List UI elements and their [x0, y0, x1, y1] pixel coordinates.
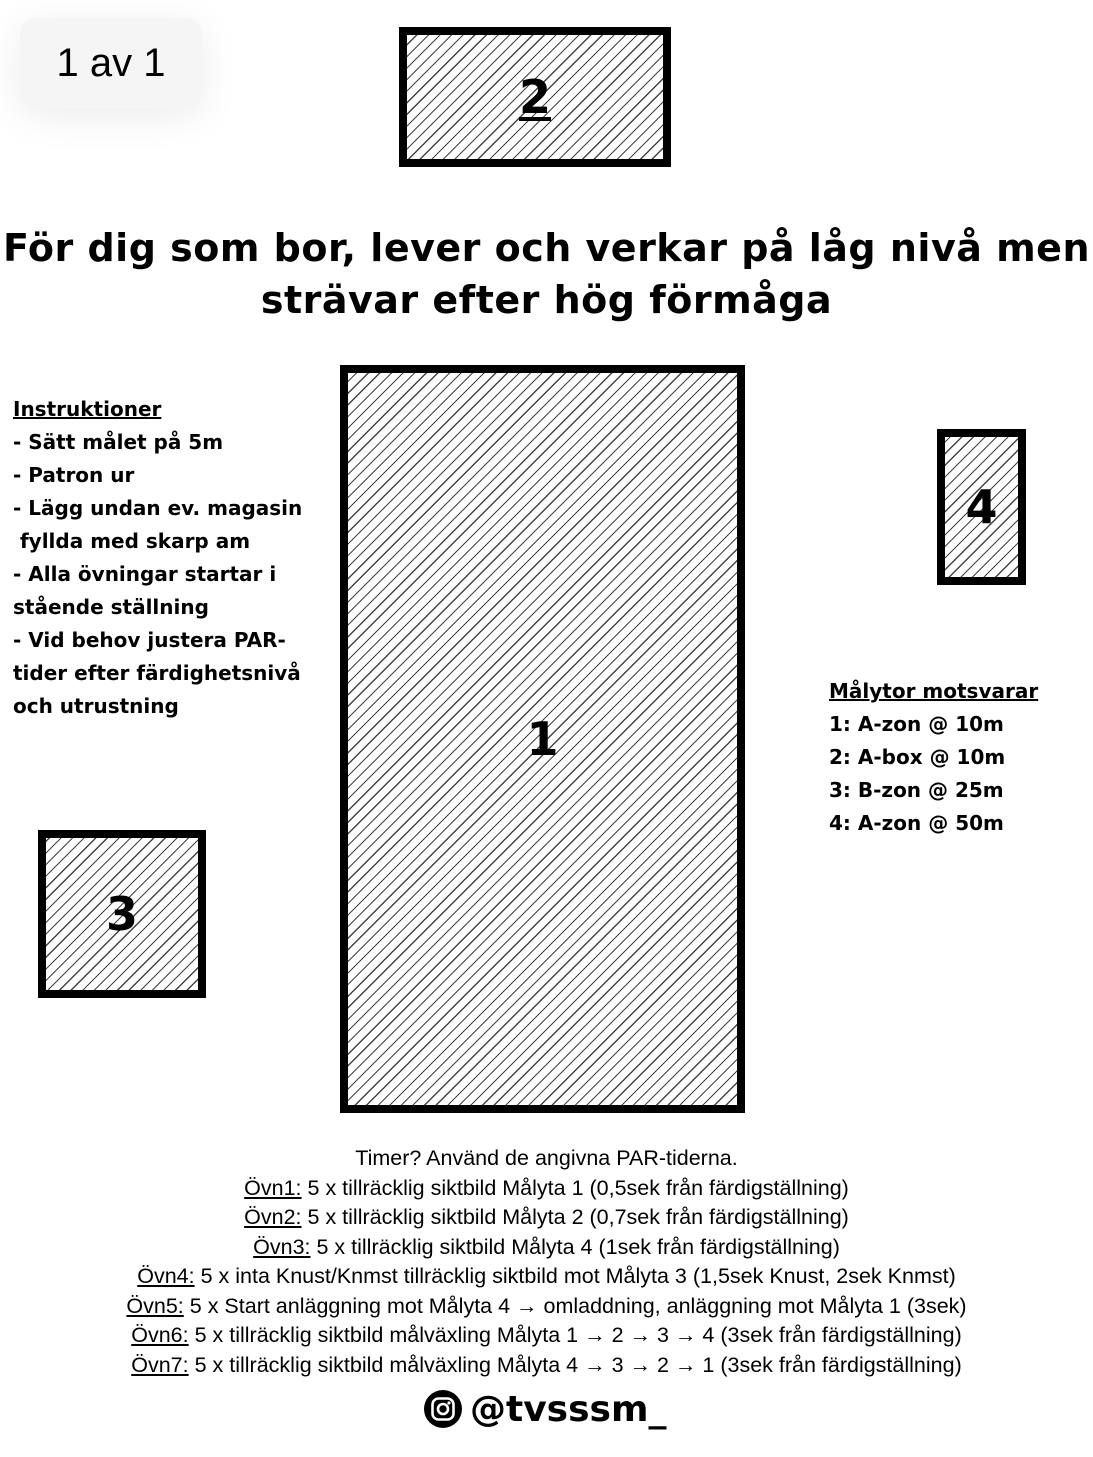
legend-title: Målytor motsvarar	[829, 679, 1039, 703]
exercise-row	[0, 1233, 1093, 1263]
legend-item: 4: A-zon @ 50m	[829, 811, 1004, 835]
exercise-row	[0, 1292, 1093, 1322]
exercise-row	[0, 1262, 1093, 1292]
instagram-icon	[424, 1390, 462, 1428]
instruction-line: tider efter färdighetsnivå	[13, 661, 301, 685]
target-area-1	[340, 365, 745, 1113]
legend-item: 3: B-zon @ 25m	[829, 778, 1004, 802]
exercise-label: Övn4:	[137, 1264, 195, 1288]
instruction-line: - Sätt målet på 5m	[13, 430, 224, 454]
exercise-text: 5 x tillräcklig siktbild Målyta 1 (0,5sek från färdigställning)	[301, 1175, 849, 1200]
target-label-4: 4	[965, 480, 998, 534]
instruction-line: - Vid behov justera PAR-	[13, 628, 286, 652]
exercise-label: Övn5:	[126, 1293, 184, 1318]
legend-item: 2: A-box @ 10m	[829, 745, 1006, 769]
headline-line-1: För dig som bor, lever och verkar på låg nivå men	[2, 226, 1091, 270]
exercise-text: 5 x tillräcklig siktbild målväxling Målyta 4 → 3 → 2 → 1 (3sek från färdigställning)	[188, 1352, 962, 1377]
instruction-line: - Alla övningar startar i	[13, 562, 277, 586]
instruction-line: och utrustning	[13, 694, 179, 718]
target-label-3: 3	[105, 887, 138, 941]
timer-note: Timer? Använd de angivna PAR-tiderna.	[355, 1146, 738, 1170]
target-label-1: 1	[526, 712, 559, 766]
instructions-title: Instruktioner	[13, 397, 162, 421]
instruction-line: - Patron ur	[13, 463, 135, 487]
target-label-2: 2	[518, 70, 551, 124]
exercise-text: 5 x tillräcklig siktbild Målyta 2 (0,7sek från färdigställning)	[301, 1205, 849, 1229]
headline	[0, 222, 1093, 326]
exercise-row	[0, 1351, 1093, 1381]
exercise-row	[0, 1203, 1093, 1233]
instructions-block	[13, 393, 313, 723]
exercise-text: 5 x tillräcklig siktbild Målyta 4 (1sek från färdigställning)	[310, 1234, 840, 1259]
social-handle[interactable]	[424, 1384, 666, 1434]
exercise-label: Övn7:	[131, 1352, 189, 1377]
target-area-3	[38, 830, 206, 998]
exercise-label: Övn6:	[131, 1323, 189, 1347]
exercise-label: Övn3:	[253, 1234, 311, 1259]
exercise-row	[0, 1174, 1093, 1204]
target-legend	[829, 675, 1079, 840]
exercise-label: Övn1:	[244, 1175, 302, 1200]
exercise-text: 5 x inta Knust/Knmst tillräcklig siktbild mot Målyta 3 (1,5sek Knust, 2sek Knmst)	[194, 1264, 956, 1288]
target-area-4	[937, 429, 1026, 585]
instruction-line: stående ställning	[13, 595, 209, 619]
handle-text: @tvsssm_	[470, 1388, 667, 1430]
exercise-text: 5 x Start anläggning mot Målyta 4 → omladdning, anläggning mot Målyta 1 (3sek)	[183, 1293, 967, 1318]
exercise-text: 5 x tillräcklig siktbild målväxling Målyta 1 → 2 → 3 → 4 (3sek från färdigställning)	[188, 1323, 962, 1347]
headline-line-2: strävar efter hög förmåga	[260, 278, 833, 322]
page-indicator: 1 av 1	[20, 18, 202, 108]
exercise-row	[0, 1321, 1093, 1351]
legend-item: 1: A-zon @ 10m	[829, 712, 1004, 736]
instruction-line: fyllda med skarp am	[13, 529, 251, 553]
exercise-label: Övn2:	[244, 1205, 302, 1229]
instruction-line: - Lägg undan ev. magasin	[13, 496, 303, 520]
exercise-list	[0, 1144, 1093, 1380]
target-area-2	[399, 27, 671, 167]
